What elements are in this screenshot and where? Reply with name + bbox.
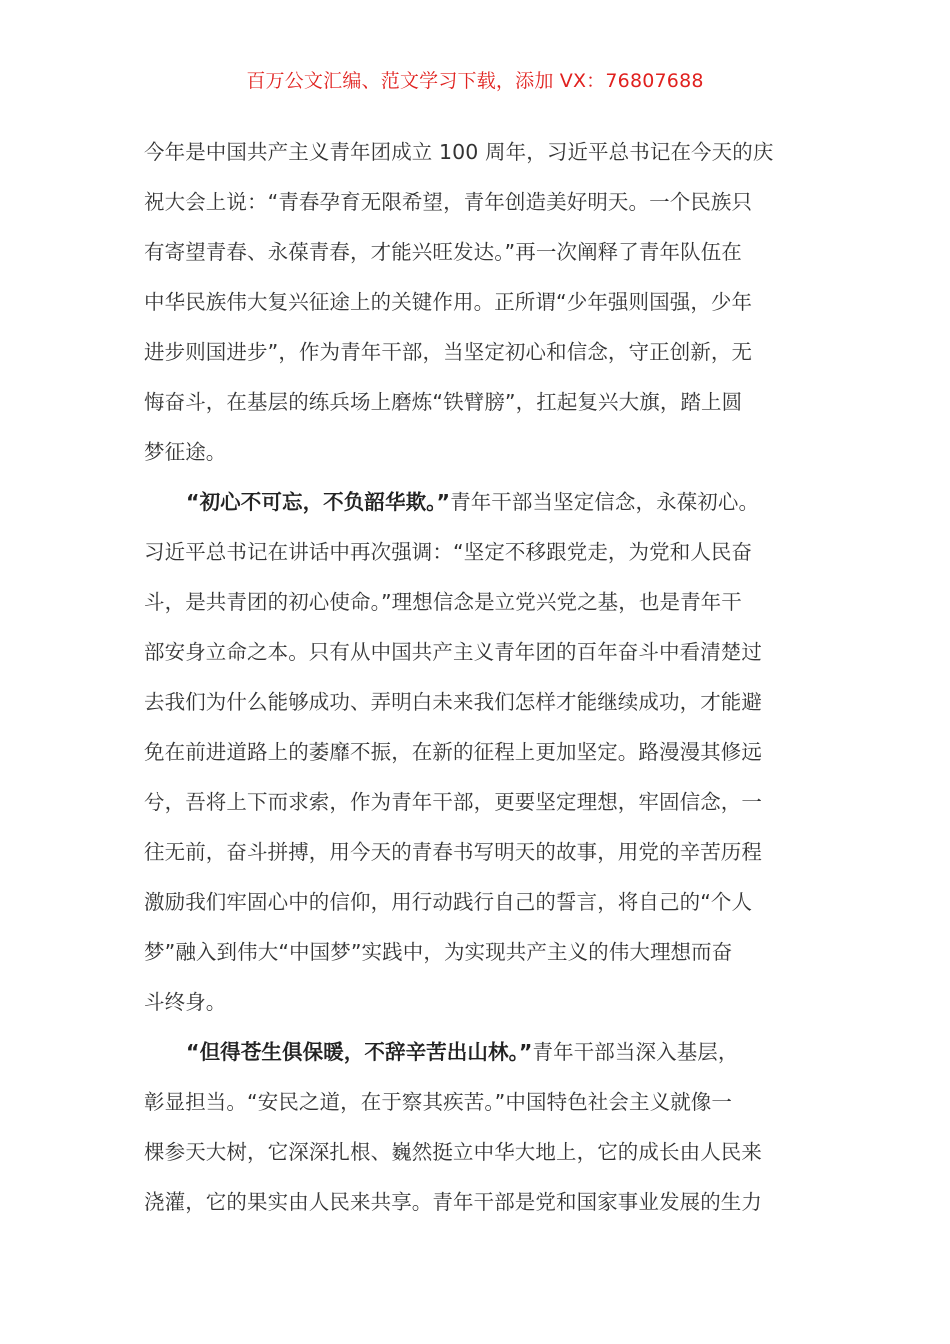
text-line: 梦征途。 — [144, 440, 227, 464]
text-line: 中华民族伟大复兴征途上的关键作用。正所谓“少年强则国强，少年 — [144, 290, 753, 314]
text-line: 斗终身。 — [144, 990, 227, 1014]
bold-lead-quote: “初心不可忘，不负韶华欺。” — [186, 490, 451, 514]
text-line: 进步则国进步”，作为青年干部，当坚定初心和信念，守正创新，无 — [144, 340, 753, 364]
text-line: 梦”融入到伟大“中国梦”实践中，为实现共产主义的伟大理想而奋 — [144, 940, 733, 964]
text-line: 往无前，奋斗拼搏，用今天的青春书写明天的故事，用党的辛苦历程 — [144, 840, 762, 864]
text-line: 彰显担当。“安民之道，在于察其疾苦。”中国特色社会主义就像一 — [144, 1090, 732, 1114]
text-line: 祝大会上说：“青春孕育无限希望，青年创造美好明天。一个民族只 — [144, 190, 753, 214]
text-line: 今年是中国共产主义青年团成立 100 周年，习近平总书记在今天的庆 — [144, 140, 774, 164]
text-line: 兮，吾将上下而求索，作为青年干部，更要坚定理想，牢固信念，一 — [144, 790, 762, 814]
document-body — [144, 134, 804, 1234]
text-line: 悔奋斗，在基层的练兵场上磨炼“铁臂膀”，扛起复兴大旗，踏上圆 — [144, 390, 743, 414]
text-span: 青年干部当坚定信念，永葆初心。 — [450, 490, 760, 514]
paragraph-3 — [144, 1034, 804, 1234]
text-span: 青年干部当深入基层， — [532, 1040, 739, 1064]
text-line: 棵参天大树，它深深扎根、巍然挺立中华大地上，它的成长由人民来 — [144, 1140, 762, 1164]
text-line: 去我们为什么能够成功、弄明白未来我们怎样才能继续成功，才能避 — [144, 690, 762, 714]
text-line-first — [144, 484, 804, 534]
text-line: 浇灌，它的果实由人民来共享。青年干部是党和国家事业发展的生力 — [144, 1190, 762, 1214]
bold-lead-quote: “但得苍生俱保暖，不辞辛苦出山林。” — [186, 1040, 533, 1064]
text-line: 部安身立命之本。只有从中国共产主义青年团的百年奋斗中看清楚过 — [144, 640, 762, 664]
text-line-first — [144, 1034, 804, 1084]
paragraph-2 — [144, 484, 804, 1034]
text-line: 激励我们牢固心中的信仰，用行动践行自己的誓言，将自己的“个人 — [144, 890, 753, 914]
text-line: 有寄望青春、永葆青春，才能兴旺发达。”再一次阐释了青年队伍在 — [144, 240, 742, 264]
text-line: 习近平总书记在讲话中再次强调：“坚定不移跟党走，为党和人民奋 — [144, 540, 753, 564]
promo-header: 百万公文汇编、范文学习下载，添加 VX：76807688 — [246, 70, 704, 92]
text-line: 斗，是共青团的初心使命。”理想信念是立党兴党之基，也是青年干 — [144, 590, 742, 614]
paragraph-1 — [144, 134, 804, 484]
text-line: 免在前进道路上的萎靡不振，在新的征程上更加坚定。路漫漫其修远 — [144, 740, 762, 764]
